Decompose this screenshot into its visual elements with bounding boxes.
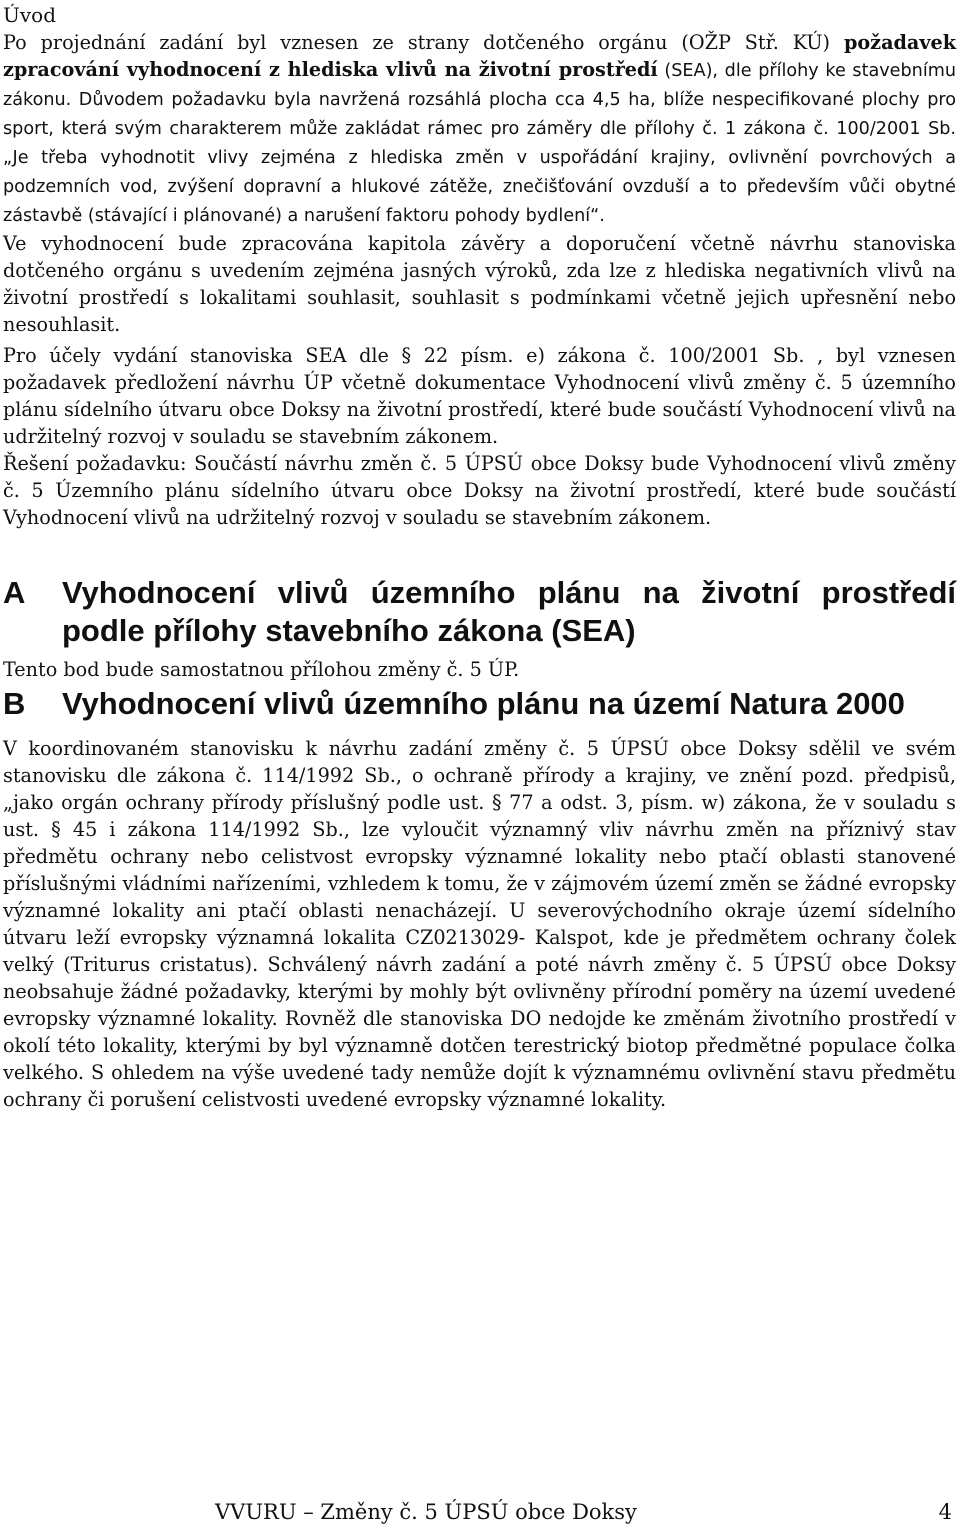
section-b-text: V koordinovaném stanovisku k návrhu zadání změny č. 5 ÚPSÚ obce Doksy sdělil ve svém stanovisku dle zákona č. 114/1992 Sb., o ochraně přírody a krajiny, ve znění pozd. předpisů, „jako orgán ochrany přírody příslušný podle ust. § 77 a odst. 3, písm. w) zákona, že v souladu s ust. § 45 i zákona 114/1992 Sb., lze vyloučit významný vliv návrhu změn na příznivý stav předmětu ochrany nebo celistvost evropsky významné lokality nebo ptačí oblasti stanovené příslušnými vládními nařízeními, vzhledem k tomu, že v zájmovém území změn se žádné evropsky významné lokality ani ptačí oblasti nenacházejí. U severovýchodního okraje území sídelního útvaru leží evropsky významná lokalita CZ0213029- Kalspot, kde je předmětem ochrany čolek velký (Triturus cristatus). Schválený návrh zadání a poté návrh změny č. 5 ÚPSÚ obce Doksy neobsahuje žádné požadavky, kterými by mohly být ovlivněny přírodní poměry na území uvedené evropsky významné lokality. Rovněž dle stanoviska DO nedojde ke změnám životního prostředí v okolí této lokality, kterými by byl významně dotčen terestrický biotop předmětné populace čolka velkého. S ohledem na výše uvedené tady nemůže dojít k významnému ovlivnění stavu předmětu ochrany či porušení celistvosti uvedené evropsky významné lokality. (3, 737, 956, 1111)
section-a-heading (3, 574, 956, 650)
section-a-letter: A (3, 575, 26, 610)
section-b-letter: B (3, 686, 26, 721)
section-a-title: Vyhodnocení vlivů územního plánu na životní prostředí podle přílohy stavebního zákona (SEA) (62, 575, 956, 648)
page-footer (0, 1494, 960, 1530)
intro-p1-italic: „Je třeba vyhodnotit vlivy zejména z hlediska změn v uspořádání krajiny, ovlivnění povrchových a podzemních vod, zvýšení dopravní a hlukové zátěže, znečišťování ovzduší a to především vůči obytné zástavbě (stávající i plánované) a narušení faktoru pohody bydlení“. (3, 148, 956, 226)
intro-paragraph-1 (3, 29, 956, 230)
intro-heading: Úvod (3, 3, 56, 27)
page-number: 4 (938, 1500, 952, 1524)
footer-title: VVURU – Změny č. 5 ÚPSÚ obce Doksy (215, 1500, 637, 1524)
intro-paragraph-3: Pro účely vydání stanoviska SEA dle § 22 písm. e) zákona č. 100/2001 Sb. , byl vznesen požadavek předložení návrhu ÚP včetně dokumentace Vyhodnocení vlivů změny č. 5 územního plánu sídelního útvaru obce Doksy na životní prostředí, které bude součástí Vyhodnocení vlivů na udržitelný rozvoj v souladu se stavebním zákonem. (3, 344, 956, 448)
intro-paragraph-4: Řešení požadavku: Součástí návrhu změn č. 5 ÚPSÚ obce Doksy bude Vyhodnocení vlivů změny č. 5 Územního plánu sídelního útvaru obce Doksy na životní prostředí, které bude součástí Vyhodnocení vlivů na udržitelný rozvoj v souladu se stavebním zákonem. (3, 452, 956, 529)
section-b-title: Vyhodnocení vlivů územního plánu na území Natura 2000 (62, 686, 905, 721)
section-a-text: Tento bod bude samostatnou přílohou změny č. 5 ÚP. (3, 658, 520, 681)
section-b-heading (3, 685, 956, 723)
intro-p1-text-b: (SEA), dle přílohy ke stavebnímu zákonu. Důvodem požadavku byla navržená rozsáhlá plocha cca 4,5 ha, blíže nespecifikované plochy pro sport, která svým charakterem může zakládat rámec pro záměry dle přílohy č. 1 zákona č. 100/2001 Sb. (3, 61, 956, 139)
intro-paragraph-2: Ve vyhodnocení bude zpracována kapitola závěry a doporučení včetně návrhu stanoviska dotčeného orgánu s uvedením zejména jasných výroků, zda lze z hlediska negativních vlivů na životní prostředí s lokalitami souhlasit, souhlasit s podmínkami včetně jejich upřesnění nebo nesouhlasit. (3, 232, 956, 336)
intro-p1-bold: požadavek zpracování vyhodnocení z hlediska vlivů na životní prostředí (3, 31, 956, 81)
document-page (3, 0, 956, 1113)
intro-p1-text-a: Po projednání zadání byl vznesen ze strany dotčeného orgánu (OŽP Stř. KÚ) (3, 31, 844, 54)
